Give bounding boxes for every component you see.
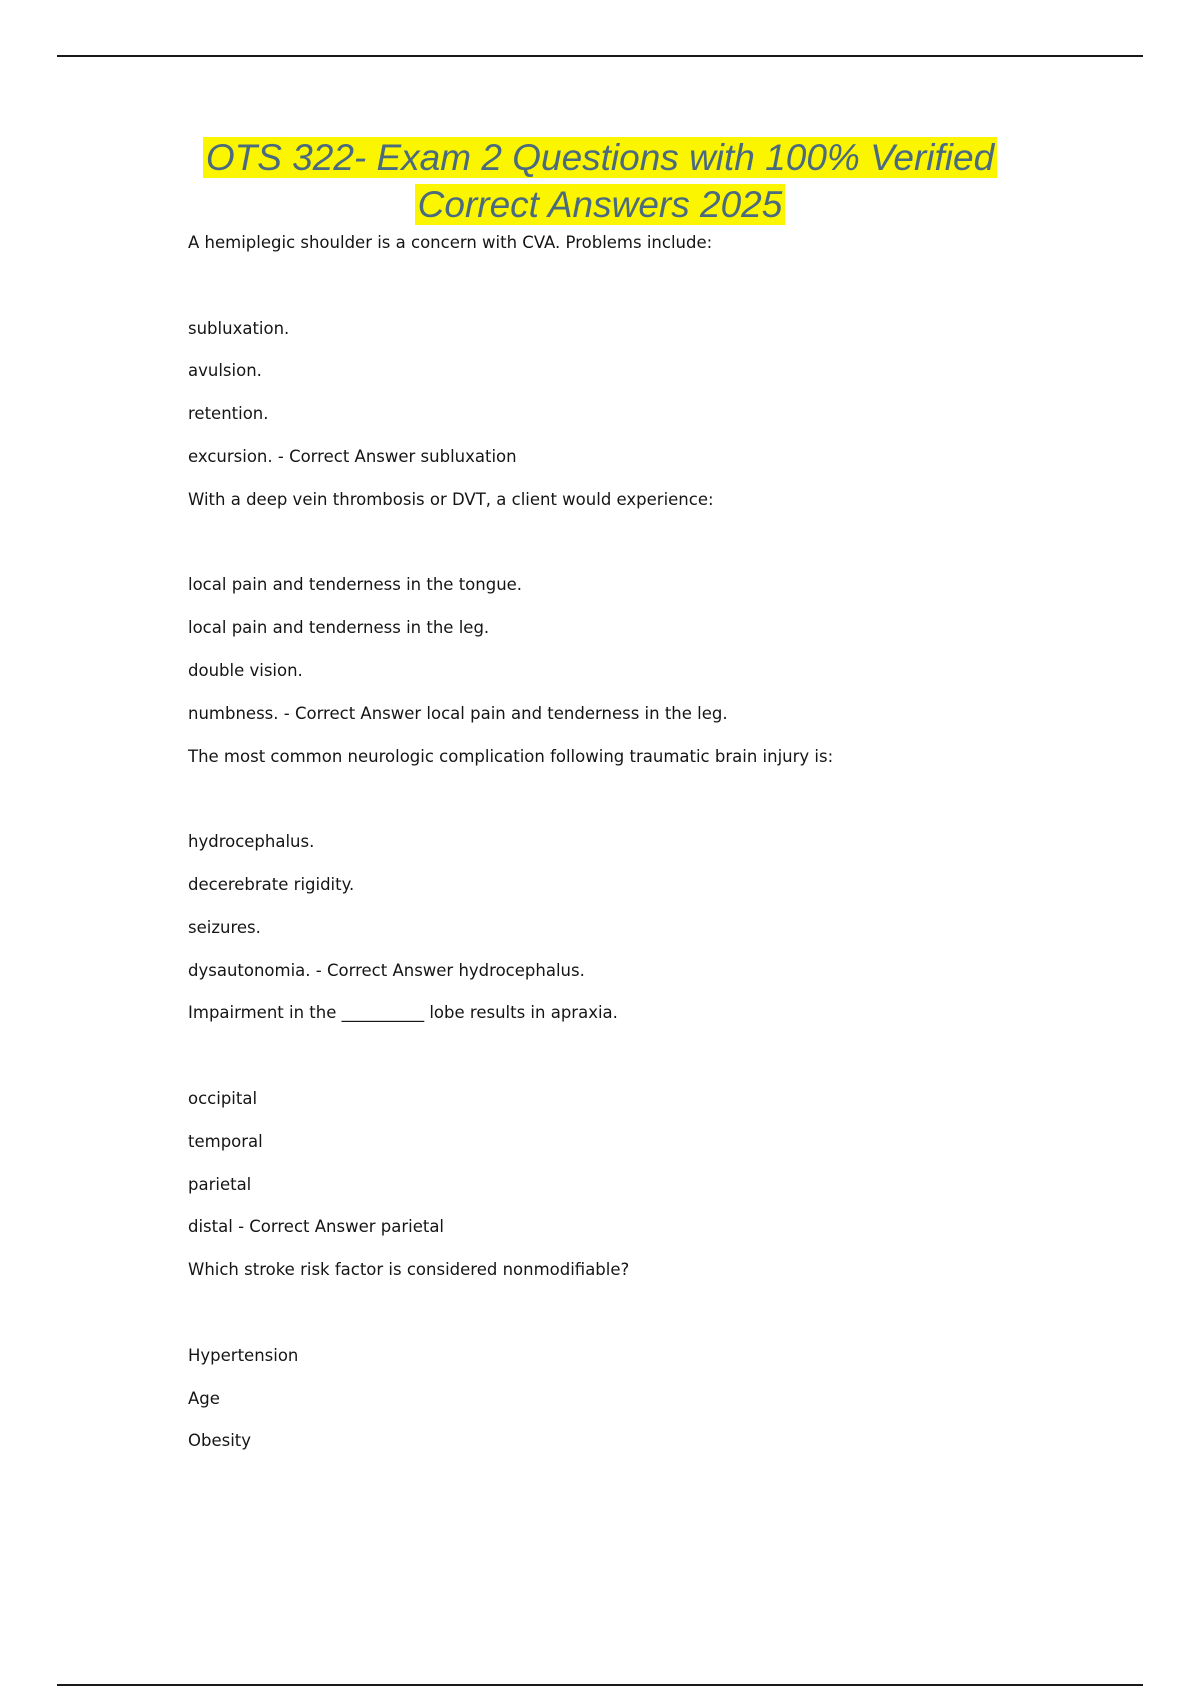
footer-rule xyxy=(57,1684,1143,1686)
title-line-2: Correct Answers 2025 xyxy=(415,184,786,225)
answer-option-with-correct-answer: distal - Correct Answer parietal xyxy=(188,1217,445,1237)
question-prompt: A hemiplegic shoulder is a concern with CVA. Problems include: xyxy=(188,233,713,252)
answer-option: occipital xyxy=(188,1088,258,1108)
question-prompt: With a deep vein thrombosis or DVT, a client would experience: xyxy=(188,489,714,509)
answer-option: parietal xyxy=(188,1174,252,1194)
answer-option: hydrocephalus. xyxy=(188,832,315,852)
question-prompt: The most common neurologic complication following traumatic brain injury is: xyxy=(188,746,834,766)
question-list xyxy=(188,232,1128,1473)
answer-option: seizures. xyxy=(188,917,261,937)
answer-option: double vision. xyxy=(188,660,303,680)
answer-option: Hypertension xyxy=(188,1345,299,1365)
question-prompt: Impairment in the __________ lobe results in apraxia. xyxy=(188,1003,618,1023)
answer-option: Obesity xyxy=(188,1431,252,1451)
answer-option: decerebrate rigidity. xyxy=(188,874,355,894)
answer-option: subluxation. xyxy=(188,318,290,338)
answer-option: local pain and tenderness in the tongue. xyxy=(188,575,523,595)
question-prompt: Which stroke risk factor is considered nonmodifiable? xyxy=(188,1260,630,1280)
answer-option: Age xyxy=(188,1388,220,1408)
answer-option: avulsion. xyxy=(188,361,262,381)
answer-option: local pain and tenderness in the leg. xyxy=(188,618,490,638)
answer-option-with-correct-answer: numbness. - Correct Answer local pain and tenderness in the leg. xyxy=(188,703,728,723)
header-rule xyxy=(57,55,1143,57)
title-line-1: OTS 322- Exam 2 Questions with 100% Verified xyxy=(203,137,997,178)
document-title xyxy=(0,134,1200,228)
answer-option: retention. xyxy=(188,404,269,424)
answer-option-with-correct-answer: dysautonomia. - Correct Answer hydrocephalus. xyxy=(188,960,585,980)
answer-option: temporal xyxy=(188,1131,263,1151)
answer-option-with-correct-answer: excursion. - Correct Answer subluxation xyxy=(188,446,517,466)
